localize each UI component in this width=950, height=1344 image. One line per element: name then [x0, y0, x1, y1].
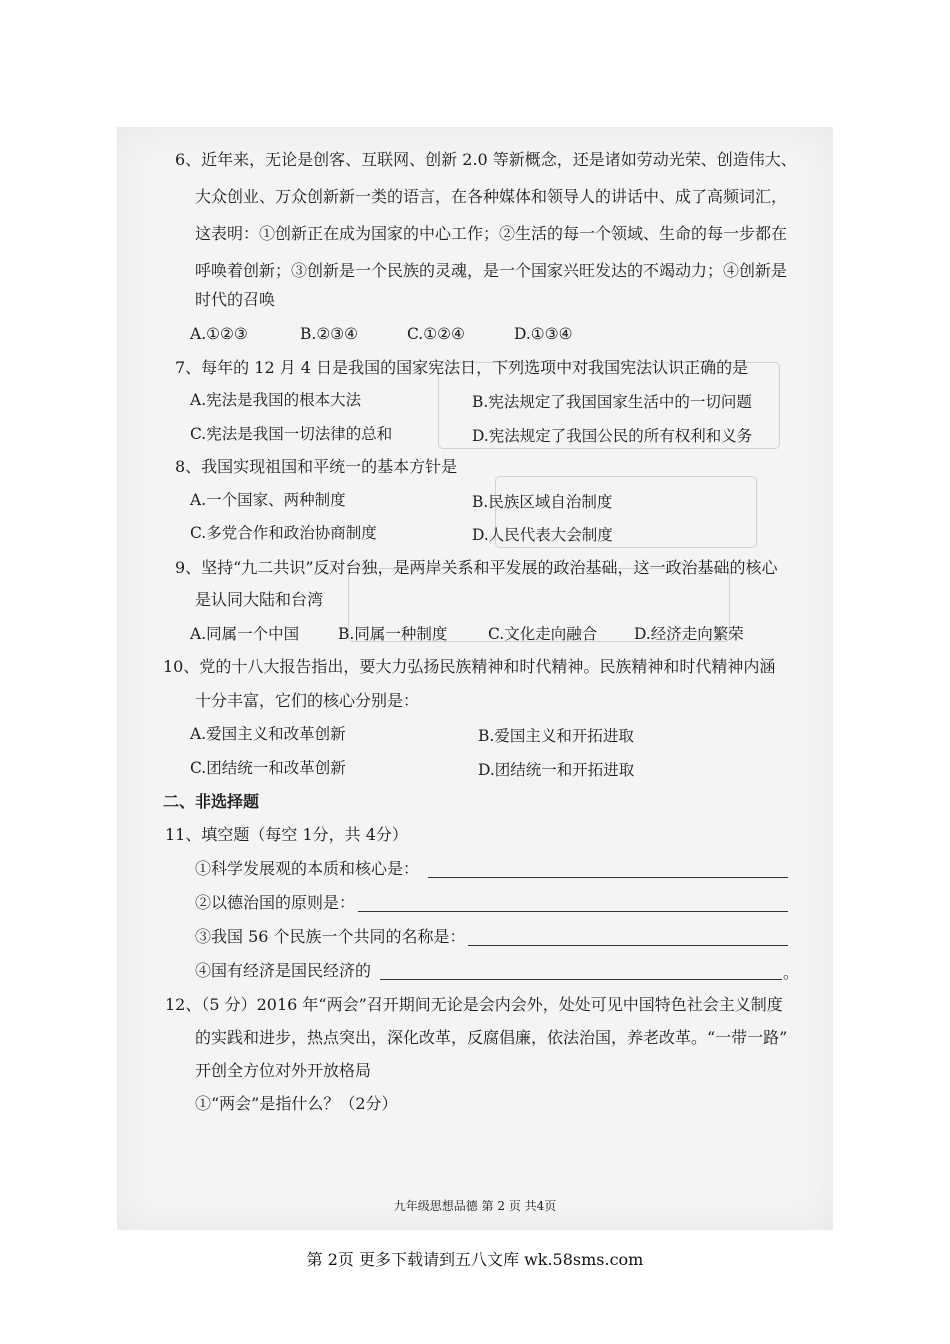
- q7-option-c: C.宪法是我国一切法律的总和: [190, 425, 393, 443]
- q9-option-a: A.同属一个中国: [190, 625, 300, 643]
- q6-option-d: D.①③④: [514, 325, 573, 343]
- q11-item: ②以德治国的原则是：: [195, 893, 356, 912]
- q12-line: 12、（5 分）2016 年“两会”召开期间无论是会内会外，处处可见中国特色社会主义制度: [165, 995, 783, 1014]
- q6-line: 6、近年来，无论是创客、互联网、创新 2.0 等新概念，还是诸如劳动光荣、创造伟大、: [175, 150, 797, 169]
- download-credit: 第 2页 更多下载请到五八文库 wk.58sms.com: [306, 1250, 644, 1269]
- q11-item: ①科学发展观的本质和核心是：: [195, 859, 420, 878]
- q12-line: 开创全方位对外开放格局: [195, 1061, 372, 1080]
- q12-line: 的实践和进步，热点突出，深化改革，反腐倡廉，依法治国，养老改革。“一带一路”: [195, 1028, 788, 1047]
- q11-item: ④国有经济是国民经济的: [195, 961, 372, 980]
- q9-line: 9、坚持“九二共识”反对台独，是两岸关系和平发展的政治基础，这一政治基础的核心: [175, 558, 778, 577]
- answer-blank[interactable]: [380, 979, 782, 980]
- answer-blank[interactable]: [358, 911, 788, 912]
- q10-option-d: D.团结统一和开拓进取: [478, 761, 635, 779]
- page-footer: 九年级思想品德 第 2 页 共4页: [393, 1199, 557, 1213]
- q10-option-c: C.团结统一和改革创新: [190, 759, 346, 777]
- q6-option-a: A.①②③: [190, 325, 248, 343]
- answer-blank[interactable]: [428, 877, 788, 878]
- q10-option-a: A.爱国主义和改革创新: [190, 725, 346, 743]
- q6-option-c: C.①②④: [407, 325, 465, 343]
- q10-option-b: B.爱国主义和开拓进取: [478, 727, 634, 745]
- q11-end-mark: 。: [783, 964, 799, 982]
- section-heading: 二、非选择题: [163, 792, 260, 811]
- q6-line: 时代的召唤: [195, 290, 276, 309]
- answer-blank[interactable]: [468, 945, 788, 946]
- q11-stem: 11、填空题（每空 1分，共 4分）: [165, 825, 408, 844]
- q6-line: 呼唤着创新；③创新是一个民族的灵魂，是一个国家兴旺发达的不竭动力；④创新是: [195, 261, 788, 280]
- q9-option-c: C.文化走向融合: [488, 625, 598, 643]
- q10-line: 10、党的十八大报告指出，要大力弘扬民族精神和时代精神。民族精神和时代精神内涵: [163, 657, 776, 676]
- q9-line: 是认同大陆和台湾: [195, 590, 324, 609]
- q10-line: 十分丰富，它们的核心分别是：: [195, 691, 420, 710]
- q9-option-d: D.经济走向繁荣: [634, 625, 744, 643]
- q6-line: 大众创业、万众创新新一类的语言，在各种媒体和领导人的讲话中、成了高频词汇，: [195, 187, 788, 206]
- q8-option-a: A.一个国家、两种制度: [190, 491, 346, 509]
- q8-option-c: C.多党合作和政治协商制度: [190, 524, 377, 542]
- q7-option-a: A.宪法是我国的根本大法: [190, 391, 362, 409]
- q12-sub1: ①“两会”是指什么？（2分）: [195, 1094, 398, 1113]
- q8-option-d: D.人民代表大会制度: [472, 526, 613, 544]
- q7-option-d: D.宪法规定了我国公民的所有权利和义务: [472, 427, 753, 445]
- q11-item: ③我国 56 个民族一个共同的名称是：: [195, 927, 466, 946]
- q6-option-b: B.②③④: [300, 325, 359, 343]
- q7-option-b: B.宪法规定了我国国家生活中的一切问题: [472, 393, 752, 411]
- q6-line: 这表明：①创新正在成为国家的中心工作；②生活的每一个领域、生命的每一步都在: [195, 224, 788, 243]
- q8-stem: 8、我国实现祖国和平统一的基本方针是: [175, 457, 458, 476]
- q7-stem: 7、每年的 12 月 4 日是我国的国家宪法日，下列选项中对我国宪法认识正确的是: [175, 358, 749, 377]
- q8-option-b: B.民族区域自治制度: [472, 493, 613, 511]
- q9-option-b: B.同属一种制度: [338, 625, 448, 643]
